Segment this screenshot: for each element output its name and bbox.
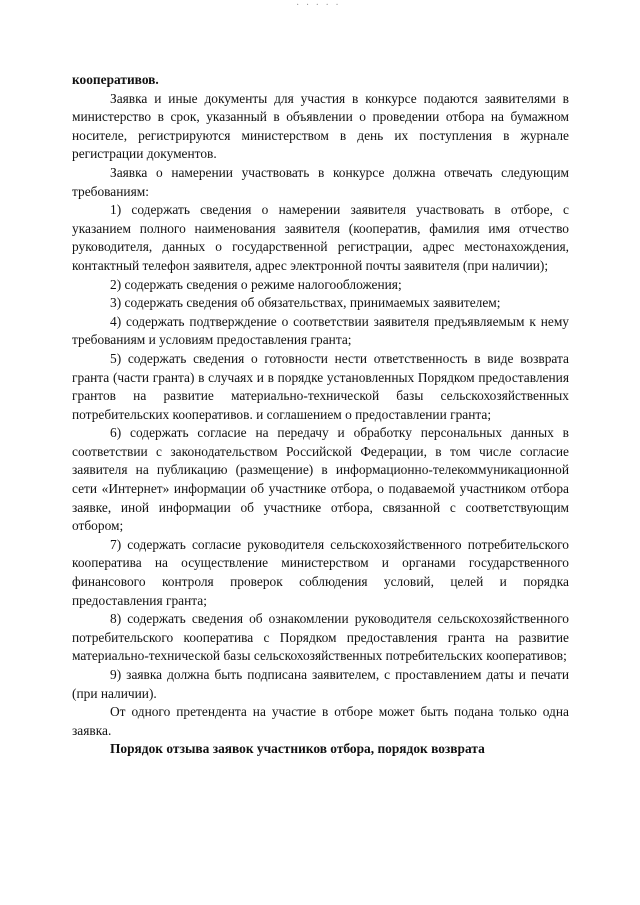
document-body [72,71,569,759]
requirement-item-1: 1) содержать сведения о намерении заявителя участвовать в отборе, с указанием полного наименования заявителя (кооператив, фамилия имя отчество руководителя, данных о государственной регистрации, адрес местонахождения, контактный телефон заявителя, адрес электронной почты заявителя (при наличии); [72,202,569,273]
paragraph-single-application: От одного претендента на участие в отборе может быть подана только одна заявка. [72,704,569,738]
requirement-item-9: 9) заявка должна быть подписана заявителем, с проставлением даты и печати (при наличии). [72,667,569,701]
requirement-item-2: 2) содержать сведения о режиме налогообложения; [110,276,402,292]
paragraph-submission: Заявка и иные документы для участия в конкурсе подаются заявителями в министерство в срок, указанный в объявлении о проведении отбора на бумажном носителе, регистрируются министерством в день их поступления в журнале регистрации документов. [72,90,569,162]
section-heading-withdrawal: Порядок отзыва заявок участников отбора, порядок возврата [110,741,485,757]
paragraph-heading-continuation: кооперативов. [72,72,159,87]
requirement-item-7: 7) содержать согласие руководителя сельскохозяйственного потребительского кооператива на осуществление министерством и органами государственного финансового контроля проверок соблюдения условий, целей и порядка предоставления гранта; [72,536,569,608]
requirement-item-4: 4) содержать подтверждение о соответствии заявителя предъявляемым к нему требованиям и условиям предоставления гранта; [72,313,569,348]
page-top-marker: · · · · · [296,0,341,11]
requirement-item-6: 6) содержать согласие на передачу и обработку персональных данных в соответствии с законодательством Российской Федерации, в том числе согласие заявителя на публикацию (размещение) в информационно-телекоммуникационной сети «Интернет» информации об участнике отбора, о подаваемой участником отбора заявке, иной информации об участнике отбора, связанной с соответствующим отбором; [72,425,569,534]
requirement-item-5: 5) содержать сведения о готовности нести ответственность в виде возврата гранта (части гранта) в случаях и в порядке установленных Порядком предоставления грантов на развитие материально-технической базы сельскохозяйственных потребительских кооперативов. и соглашением о предоставлении гранта; [72,350,569,422]
requirement-item-3: 3) содержать сведения об обязательствах, принимаемых заявителем; [110,295,501,311]
requirement-item-8: 8) содержать сведения об ознакомлении руководителя сельскохозяйственного потребительского кооператива с Порядком предоставления гранта на развитие материально-технической базы сельскохозяйственных потребительских кооперативов; [72,611,569,664]
paragraph-requirements-intro: Заявка о намерении участвовать в конкурсе должна отвечать следующим требованиям: [72,164,569,199]
